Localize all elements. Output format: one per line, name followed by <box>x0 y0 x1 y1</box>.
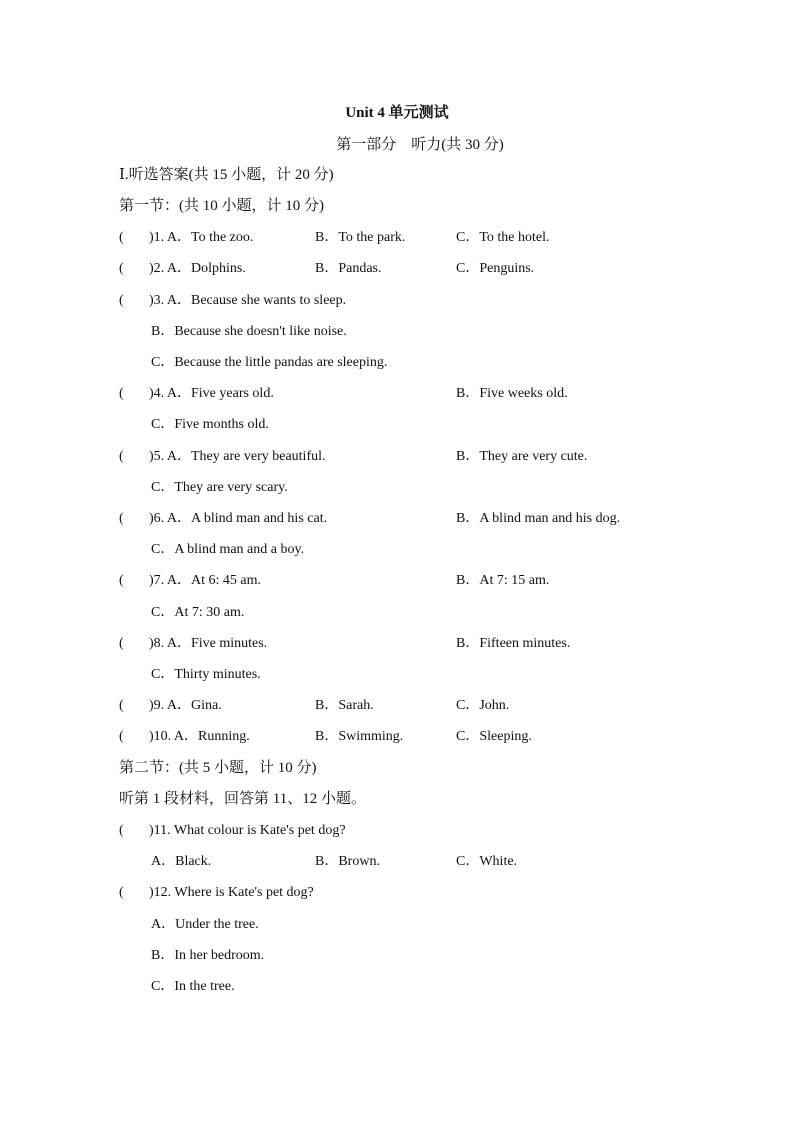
question-1-option-b: B．To the park. <box>315 230 406 245</box>
question-8-option-b: B．Fifteen minutes. <box>456 636 571 651</box>
question-10-option-c: C．Sleeping. <box>456 729 532 744</box>
question-10-option-b: B．Swimming. <box>315 729 404 744</box>
section-heading: Ⅰ.听选答案(共 15 小题，计 20 分) <box>119 167 334 183</box>
part2-heading: 第二节：(共 5 小题，计 10 分) <box>119 760 317 776</box>
question-12-stem: )12. Where is Kate's pet dog? <box>149 885 314 900</box>
question-12 <box>119 884 314 902</box>
answer-paren: ( <box>119 573 124 588</box>
question-4-option-a: )4. A．Five years old. <box>149 386 274 401</box>
question-7-option-b: B．At 7: 15 am. <box>456 573 550 588</box>
part1-heading: 第一节：(共 10 小题，计 10 分) <box>119 198 324 214</box>
question-12-option-a: A．Under the tree. <box>151 917 259 932</box>
question-6 <box>119 510 327 528</box>
answer-paren: ( <box>119 636 124 651</box>
question-8-option-a: )8. A．Five minutes. <box>149 636 268 651</box>
question-11-stem: )11. What colour is Kate's pet dog? <box>149 823 346 838</box>
question-4 <box>119 385 274 403</box>
answer-paren: ( <box>119 449 124 464</box>
answer-paren: ( <box>119 293 124 308</box>
answer-paren: ( <box>119 386 124 401</box>
answer-paren: ( <box>119 885 124 900</box>
page-title: Unit 4 单元测试 <box>345 105 449 121</box>
question-10 <box>119 728 250 746</box>
question-3-option-a: )3. A．Because she wants to sleep. <box>149 293 347 308</box>
question-7-option-a: )7. A．At 6: 45 am. <box>149 573 261 588</box>
question-2-option-b: B．Pandas. <box>315 261 382 276</box>
answer-paren: ( <box>119 511 124 526</box>
question-5 <box>119 448 326 466</box>
question-12-option-b: B．In her bedroom. <box>151 948 265 963</box>
question-5-option-a: )5. A．They are very beautiful. <box>149 449 326 464</box>
question-3-option-b: B．Because she doesn't like noise. <box>151 324 347 339</box>
question-10-option-a: )10. A．Running. <box>149 729 250 744</box>
question-6-option-c: C．A blind man and a boy. <box>151 542 305 557</box>
question-6-option-b: B．A blind man and his dog. <box>456 511 621 526</box>
question-1 <box>119 229 253 247</box>
question-2 <box>119 260 246 278</box>
question-11-option-a: A．Black. <box>151 854 212 869</box>
page-subtitle: 第一部分 听力(共 30 分) <box>336 137 504 153</box>
question-3-option-c: C．Because the little pandas are sleeping. <box>151 355 388 370</box>
question-9-option-c: C．John. <box>456 698 510 713</box>
question-11 <box>119 822 346 840</box>
question-7-option-c: C．At 7: 30 am. <box>151 605 245 620</box>
question-11-option-b: B．Brown. <box>315 854 380 869</box>
question-6-option-a: )6. A．A blind man and his cat. <box>149 511 328 526</box>
answer-paren: ( <box>119 823 124 838</box>
answer-paren: ( <box>119 698 124 713</box>
question-3 <box>119 292 346 310</box>
question-11-option-c: C．White. <box>456 854 518 869</box>
question-8-option-c: C．Thirty minutes. <box>151 667 261 682</box>
question-8 <box>119 635 267 653</box>
question-7 <box>119 572 261 590</box>
question-1-option-c: C．To the hotel. <box>456 230 550 245</box>
question-9 <box>119 697 222 715</box>
answer-paren: ( <box>119 230 124 245</box>
question-2-option-c: C．Penguins. <box>456 261 535 276</box>
question-5-option-b: B．They are very cute. <box>456 449 588 464</box>
question-9-option-a: )9. A．Gina. <box>149 698 222 713</box>
answer-paren: ( <box>119 261 124 276</box>
question-12-option-c: C．In the tree. <box>151 979 235 994</box>
question-9-option-b: B．Sarah. <box>315 698 374 713</box>
question-2-option-a: )2. A．Dolphins. <box>149 261 246 276</box>
question-4-option-c: C．Five months old. <box>151 417 269 432</box>
question-1-option-a: )1. A．To the zoo. <box>149 230 254 245</box>
material-instruction: 听第 1 段材料，回答第 11、12 小题。 <box>119 791 366 807</box>
question-4-option-b: B．Five weeks old. <box>456 386 568 401</box>
question-5-option-c: C．They are very scary. <box>151 480 288 495</box>
answer-paren: ( <box>119 729 124 744</box>
